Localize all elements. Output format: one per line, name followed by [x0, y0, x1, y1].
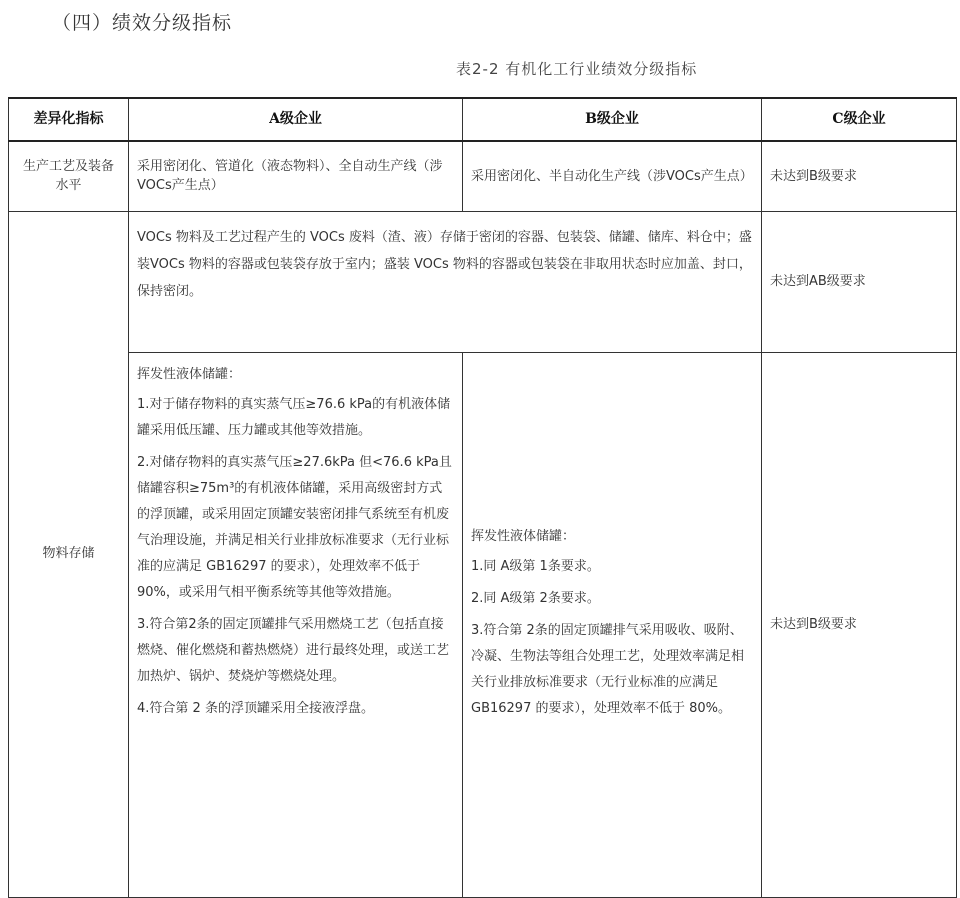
row3-b-item-3: 3.符合第 2条的固定顶罐排气采用吸收、吸附、冷凝、生物法等组合处理工艺，处理效率满足相关行业排放标准要求（无行业标准的应满足 GB16297 的要求），处理效率不低于 80%。 [471, 623, 745, 717]
row3-grade-b [463, 352, 762, 897]
row2-indicator: 物料存储 [9, 211, 129, 897]
row3-b-item-1: 1.同 A级第 1条要求。 [471, 559, 600, 575]
header-grade-c: C级企业 [762, 98, 957, 141]
table-row-material-storage-general [9, 211, 957, 352]
row1-grade-b: 采用密闭化、半自动化生产线（涉VOCs产生点） [463, 141, 762, 211]
row3-b-title: 挥发性液体储罐： [471, 528, 576, 544]
row3-grade-a [129, 352, 463, 897]
performance-grading-table [8, 97, 957, 898]
table-row-volatile-liquid-tanks [9, 352, 957, 897]
header-indicator: 差异化指标 [9, 98, 129, 141]
table-header-row [9, 98, 957, 141]
section-heading: （四）绩效分级指标 [52, 12, 233, 34]
row3-a-item-1: 1.对于储存物料的真实蒸气压≥76.6 kPa的有机液体储罐采用低压罐、压力罐或其他等效措施。 [137, 397, 451, 438]
table-caption: 表2-2 有机化工行业绩效分级指标 [456, 60, 698, 78]
table-row-process-equipment [9, 141, 957, 211]
row3-a-title: 挥发性液体储罐： [137, 366, 242, 382]
row2-grade-ab: VOCs 物料及工艺过程产生的 VOCs 废料（渣、液）存储于密闭的容器、包装袋、储罐、储库、料仓中；盛装VOCs 物料的容器或包装袋存放于室内；盛装 VOCs 物料的容器或包装袋在非取用状态时应加盖、封口，保持密闭。 [129, 211, 762, 352]
row1-indicator: 生产工艺及装备水平 [9, 141, 129, 211]
row3-a-item-3: 3.符合第2条的固定顶罐排气采用燃烧工艺（包括直接燃烧、催化燃烧和蓄热燃烧）进行最终处理，或送工艺加热炉、锅炉、焚烧炉等燃烧处理。 [137, 617, 450, 684]
row3-b-item-2: 2.同 A级第 2条要求。 [471, 591, 600, 607]
header-grade-b: B级企业 [463, 98, 762, 141]
row1-grade-c: 未达到B级要求 [762, 141, 957, 211]
header-grade-a: A级企业 [129, 98, 463, 141]
row3-grade-c: 未达到B级要求 [762, 352, 957, 897]
row1-grade-a: 采用密闭化、管道化（液态物料）、全自动生产线（涉VOCs产生点） [129, 141, 463, 211]
row3-a-item-4: 4.符合第 2 条的浮顶罐采用全接液浮盘。 [137, 701, 374, 716]
row2-grade-c: 未达到AB级要求 [762, 211, 957, 352]
row3-a-item-2: 2.对储存物料的真实蒸气压≥27.6kPa 但<76.6 kPa且储罐容积≥75m³的有机液体储罐，采用高级密封方式的浮顶罐，或采用固定顶罐安装密闭排气系统至有机废气治理设施，并满足相关行业排放标准要求（无行业标准的应满足 GB16297 的要求），处理效率不低于90%，或采用气相平衡系统等其他等效措施。 [137, 455, 452, 600]
